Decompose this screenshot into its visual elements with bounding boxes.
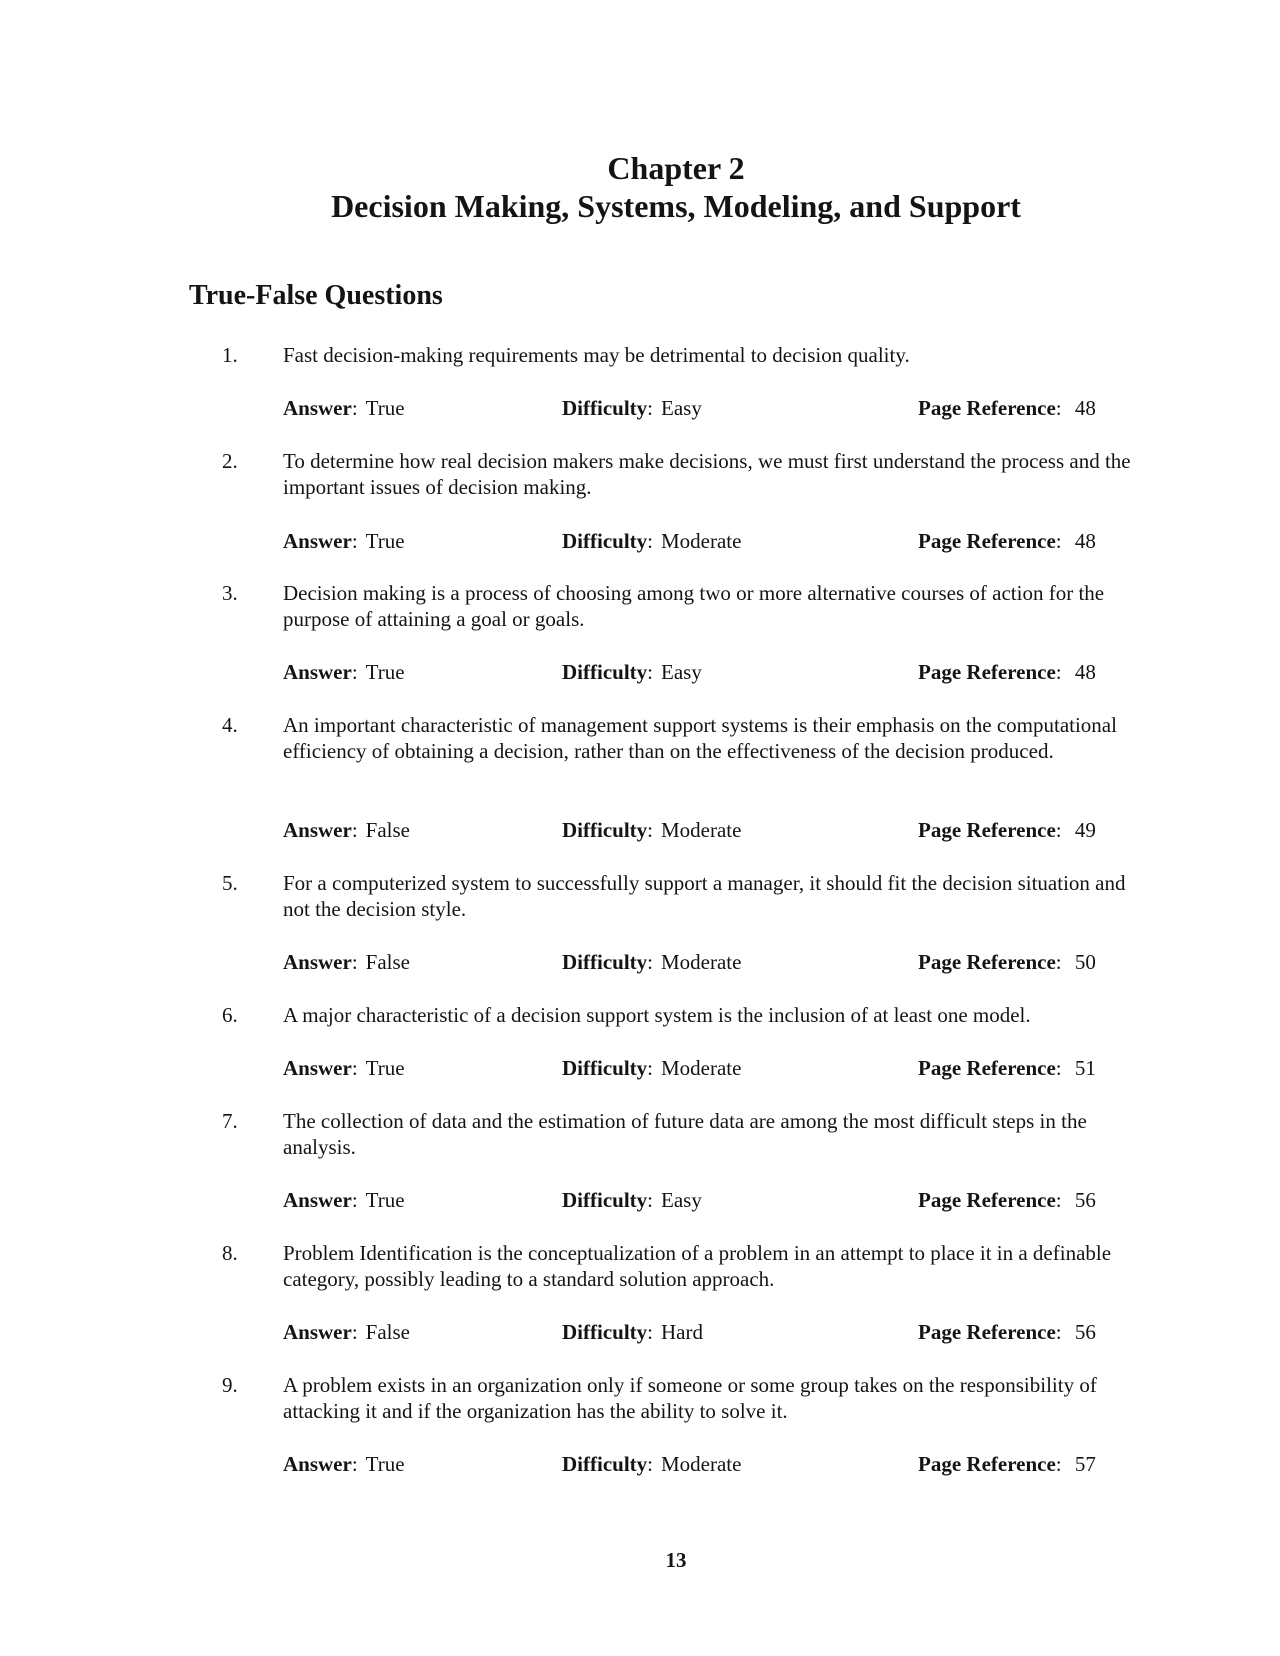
question-number: 3. — [222, 581, 238, 605]
difficulty-value: Moderate — [661, 818, 742, 842]
difficulty-value: Hard — [661, 1320, 703, 1344]
answer-field: Answer: True — [283, 1056, 405, 1080]
answer-value: True — [365, 529, 405, 553]
difficulty-label: Difficulty — [562, 1452, 648, 1476]
answer-value: False — [365, 818, 410, 842]
question-text: A major characteristic of a decision support system is the inclusion of at least one model. — [283, 1003, 1031, 1027]
question-text: To determine how real decision makers make decisions, we must first understand the process and the important issues of decision making. — [283, 449, 1131, 499]
question-number: 4. — [222, 713, 238, 737]
answer-value: False — [365, 1320, 410, 1344]
page-reference-label: Page Reference — [918, 396, 1056, 420]
page-reference-field: Page Reference: 56 — [918, 1320, 1096, 1344]
page-reference-label: Page Reference — [918, 660, 1056, 684]
page-reference-label: Page Reference — [918, 818, 1056, 842]
page-reference-field: Page Reference: 48 — [918, 660, 1096, 684]
difficulty-field: Difficulty: Easy — [562, 660, 702, 684]
question-number: 2. — [222, 449, 238, 473]
difficulty-value: Moderate — [661, 1452, 742, 1476]
difficulty-label: Difficulty — [562, 1320, 648, 1344]
question-number: 6. — [222, 1003, 238, 1027]
difficulty-field: Difficulty: Moderate — [562, 1452, 742, 1476]
answer-label: Answer — [283, 950, 352, 974]
difficulty-label: Difficulty — [562, 396, 648, 420]
answer-label: Answer — [283, 529, 352, 553]
page-reference-value: 51 — [1074, 1056, 1096, 1080]
difficulty-label: Difficulty — [562, 818, 648, 842]
chapter-subtitle: Decision Making, Systems, Modeling, and Support — [331, 188, 1021, 224]
question-text: The collection of data and the estimation of future data are among the most difficult steps in the analysis. — [283, 1109, 1087, 1159]
answer-label: Answer — [283, 1056, 352, 1080]
answer-value: True — [365, 660, 405, 684]
question-text: A problem exists in an organization only if someone or some group takes on the responsibility of attacking it and if the organization has the ability to solve it. — [283, 1373, 1097, 1423]
question-text: Decision making is a process of choosing among two or more alternative courses of action for the purpose of attaining a goal or goals. — [283, 581, 1105, 631]
answer-field: Answer: True — [283, 396, 405, 420]
difficulty-label: Difficulty — [562, 1188, 648, 1212]
page-reference-value: 48 — [1074, 396, 1096, 420]
chapter-title: Chapter 2 — [607, 150, 745, 186]
page-reference-value: 49 — [1074, 818, 1096, 842]
difficulty-label: Difficulty — [562, 660, 648, 684]
difficulty-field: Difficulty: Moderate — [562, 529, 742, 553]
answer-label: Answer — [283, 660, 352, 684]
difficulty-field: Difficulty: Easy — [562, 1188, 702, 1212]
page-reference-field: Page Reference: 50 — [918, 950, 1096, 974]
page-reference-value: 48 — [1074, 529, 1096, 553]
difficulty-label: Difficulty — [562, 950, 648, 974]
difficulty-value: Moderate — [661, 529, 742, 553]
page-reference-field: Page Reference: 48 — [918, 396, 1096, 420]
difficulty-value: Moderate — [661, 950, 742, 974]
question-text: Fast decision-making requirements may be detrimental to decision quality. — [283, 343, 910, 367]
difficulty-field: Difficulty: Moderate — [562, 818, 742, 842]
page-reference-field: Page Reference: 49 — [918, 818, 1096, 842]
page-reference-label: Page Reference — [918, 1056, 1056, 1080]
page-number: 13 — [665, 1548, 687, 1572]
answer-label: Answer — [283, 1320, 352, 1344]
answer-value: True — [365, 1056, 405, 1080]
question-text: An important characteristic of management support systems is their emphasis on the computational efficiency of obtaining a decision, rather than on the effectiveness of the decision produced. — [283, 713, 1117, 763]
answer-field: Answer: True — [283, 529, 405, 553]
answer-field: Answer: False — [283, 950, 410, 974]
page-reference-field: Page Reference: 57 — [918, 1452, 1096, 1476]
difficulty-label: Difficulty — [562, 1056, 648, 1080]
page-reference-label: Page Reference — [918, 1452, 1056, 1476]
page-reference-value: 48 — [1074, 660, 1096, 684]
difficulty-field: Difficulty: Moderate — [562, 1056, 742, 1080]
answer-field: Answer: True — [283, 1188, 405, 1212]
answer-field: Answer: False — [283, 818, 410, 842]
question-number: 7. — [222, 1109, 238, 1133]
difficulty-value: Moderate — [661, 1056, 742, 1080]
question-text: For a computerized system to successfully support a manager, it should fit the decision situation and not the decision style. — [283, 871, 1126, 921]
answer-value: True — [365, 396, 405, 420]
page-reference-field: Page Reference: 48 — [918, 529, 1096, 553]
answer-field: Answer: False — [283, 1320, 410, 1344]
answer-value: False — [365, 950, 410, 974]
answer-field: Answer: True — [283, 1452, 405, 1476]
difficulty-value: Easy — [661, 396, 702, 420]
answer-label: Answer — [283, 1188, 352, 1212]
difficulty-value: Easy — [661, 660, 702, 684]
page-reference-label: Page Reference — [918, 1188, 1056, 1212]
difficulty-label: Difficulty — [562, 529, 648, 553]
page-reference-field: Page Reference: 51 — [918, 1056, 1096, 1080]
difficulty-value: Easy — [661, 1188, 702, 1212]
question-number: 5. — [222, 871, 238, 895]
difficulty-field: Difficulty: Easy — [562, 396, 702, 420]
answer-value: True — [365, 1452, 405, 1476]
page-reference-label: Page Reference — [918, 1320, 1056, 1344]
page-reference-label: Page Reference — [918, 950, 1056, 974]
page-reference-value: 56 — [1074, 1188, 1096, 1212]
question-number: 9. — [222, 1373, 238, 1397]
answer-field: Answer: True — [283, 660, 405, 684]
difficulty-field: Difficulty: Hard — [562, 1320, 703, 1344]
page-reference-value: 56 — [1074, 1320, 1096, 1344]
page-reference-field: Page Reference: 56 — [918, 1188, 1096, 1212]
page-reference-value: 50 — [1074, 950, 1096, 974]
page-reference-label: Page Reference — [918, 529, 1056, 553]
answer-label: Answer — [283, 1452, 352, 1476]
answer-label: Answer — [283, 818, 352, 842]
section-heading: True-False Questions — [189, 280, 443, 311]
question-number: 8. — [222, 1241, 238, 1265]
difficulty-field: Difficulty: Moderate — [562, 950, 742, 974]
question-number: 1. — [222, 343, 238, 367]
question-text: Problem Identification is the conceptualization of a problem in an attempt to place it in a definable category, possibly leading to a standard solution approach. — [283, 1241, 1112, 1291]
page-reference-value: 57 — [1074, 1452, 1096, 1476]
answer-value: True — [365, 1188, 405, 1212]
answer-label: Answer — [283, 396, 352, 420]
